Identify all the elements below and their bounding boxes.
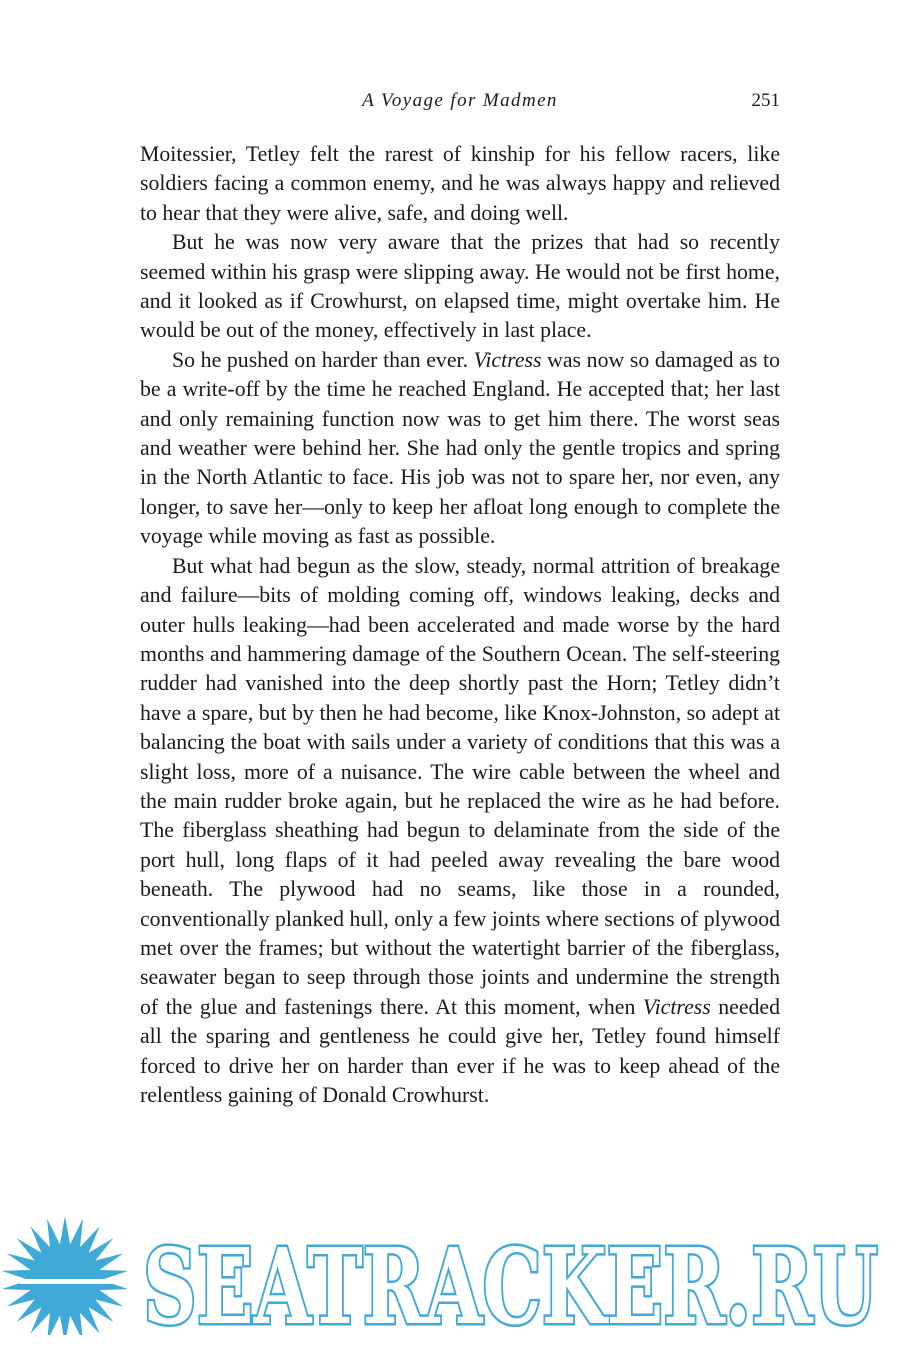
page-body (140, 140, 780, 1110)
paragraph-3-text-a: So he pushed on harder than ever. (172, 347, 474, 372)
paragraph-4-text-a: But what had begun as the slow, steady, normal attrition of breakage and failure—bits of molding coming off, windows leaking, decks and outer hulls leaking—had been accelerated and made worse by the hard months and hammering damage of the Southern Ocean. The self-steering rudder had vanished into the deep shortly past the Horn; Tetley didn’t have a spare, but by then he had become, like Knox-Johnston, so adept at balancing the boat with sails under a variety of conditions that this was a slight loss, more of a nuisance. The wire cable between the wheel and the main rudder broke again, but he replaced the wire as he had before. The fiberglass sheathing had begun to delaminate from the side of the port hull, long flaps of it had peeled away revealing the bare wood beneath. The plywood had no seams, like those in a rounded, conventionally planked hull, only a few joints where sections of plywood met over the frames; but without the watertight barrier of the fiberglass, seawater began to seep through those joints and undermine the strength of the glue and fastenings there. At this moment, when (140, 553, 780, 1019)
paragraph-2 (140, 228, 780, 346)
paragraph-2-text: But he was now very aware that the prizes that had so recently seemed within his grasp were slipping away. He would not be first home, and it looked as if Crowhurst, on elapsed time, might overtake him. He would be out of the money, effectively in last place. (140, 230, 780, 343)
running-head (140, 90, 780, 120)
boat-name-victress: Victress (642, 994, 711, 1019)
paragraph-4 (140, 552, 780, 1111)
paragraph-3 (140, 346, 780, 552)
paragraph-4-text-b: needed all the sparing and gentleness he could give her, Tetley found himself forced to drive her on harder than ever if he was to keep ahead of the relentless gaining of Donald Crowhurst. (140, 994, 780, 1107)
running-title: A Voyage for Madmen (362, 90, 558, 111)
watermark (0, 1215, 900, 1335)
watermark-text: SEATRACKER.RU (143, 1225, 878, 1335)
page-number: 251 (751, 90, 780, 111)
boat-name-victress: Victress (473, 347, 542, 372)
paragraph-3-text-b: was now so damaged as to be a write-off by the time he reached England. He accepted that; her last and only remaining function now was to get him there. The worst seas and weather were behind her. She had only the gentle tropics and spring in the North Atlantic to face. His job was not to spare her, nor even, any longer, to save her—only to keep her afloat long enough to complete the voyage while moving as fast as possible. (140, 347, 780, 549)
watermark-graphic (0, 1215, 900, 1335)
paragraph-1-text: Moitessier, Tetley felt the rarest of kinship for his fellow racers, like soldiers facing a common enemy, and he was always happy and relieved to hear that they were alive, safe, and doing well. (140, 142, 780, 225)
paragraph-1 (140, 140, 780, 228)
sun-horizon (20, 1279, 112, 1284)
sun-icon (2, 1216, 129, 1335)
